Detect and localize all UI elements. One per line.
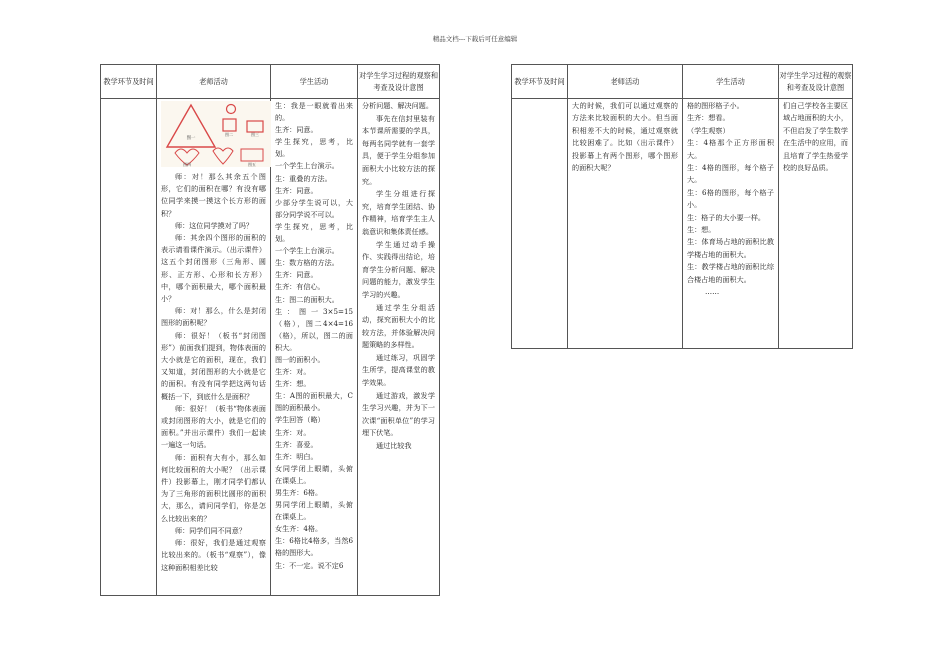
col-header-stage: 教学环节及时间 [512, 65, 568, 99]
observation-paragraph: 通过学生分组活动，探究面积大小的比较方法，并体验解决问题策略的多样性。 [362, 302, 435, 350]
teacher-paragraph: 师：很好！（板书“物体表面或封闭图形的大小，就是它们的面积。”并出示课件）我们一起读一遍这一句话。 [161, 403, 266, 450]
student-line: 生：4格那个正方形面积大。 [687, 138, 774, 160]
lesson-table-left [100, 64, 440, 596]
student-line: 生：图二的面积大。 [275, 294, 339, 304]
page-header-note: 精品文档---下载后可任意编辑 [432, 35, 518, 43]
student-line: 一个学生上台演示。 [275, 161, 339, 171]
col-header-observe: 对学生学习过程的观察和考查及设计意图 [358, 65, 440, 99]
observation-cell [358, 99, 440, 596]
student-line: 生：教学楼占地的面积比综合楼占地的面积大。 [687, 262, 774, 284]
student-line: 生齐：同意。 [275, 270, 318, 280]
teacher-paragraph: 师：对！那么其余五个图形，它们的面积在哪？有没有哪位同学来摸一摸这个长方形的面积？ [161, 172, 266, 218]
student-line: 生齐：想。 [275, 379, 311, 389]
stage-cell [101, 99, 157, 596]
observation-paragraph: 通过练习，巩固学生所学，提高课堂的教学效果。 [362, 352, 435, 388]
label-g5: 图五 [248, 162, 256, 167]
col-header-teacher: 老师活动 [568, 65, 683, 99]
teacher-paragraph: 师：面积有大有小，那么如何比较面积的大小呢？（出示课件）投影幕上，刚才同学们都认为了三角形的面积比圆形的面积大，那么，请问同学们，你是怎么比较出来的？ [161, 452, 266, 523]
teacher-paragraph: 师：其余四个图形的面积的表示请看课件演示。（出示课件）这五个封闭图形（三角形、圆形、正方形、心形和长方形）中，哪个面积最大，哪个面积最小？ [161, 233, 266, 304]
student-line: 学生回答（略） [275, 415, 325, 425]
student-line: 生：重叠的方法。 [275, 173, 332, 183]
student-line: 图一的面积小。 [275, 354, 325, 364]
col-header-stage: 教学环节及时间 [101, 65, 157, 99]
observation-paragraph: 通过比较我 [376, 441, 412, 451]
label-g1: 图一 [186, 136, 196, 141]
student-line: 生齐：想看。 [687, 113, 730, 123]
student-line: 生：A图的面积最大，C图的面积最小。 [275, 391, 353, 413]
student-line: 生：6格的图形，每个格子小。 [687, 187, 774, 210]
teacher-paragraph: 师：很好，我们是通过观察比较出来的。（板书“观察”），像这种面积相差比较 [161, 538, 266, 572]
student-line: 生齐：明白。 [275, 451, 318, 461]
student-line: 女生齐：4格。 [275, 524, 323, 534]
student-activity-cell [683, 99, 779, 349]
student-line: 生齐：同意。 [275, 185, 318, 195]
student-activity-cell [271, 99, 358, 596]
teacher-activity-cell [568, 99, 683, 349]
student-line: 一个学生上台演示。 [275, 246, 339, 256]
student-line: 生：4格的图形，每个格子大。 [687, 163, 774, 185]
teacher-paragraph: 大的时候，我们可以通过观察的方法来比较面积的大小。但当面积相差不大的时候，通过观察就比较困难了。比如（出示课件）投影幕上有两个图形，哪个图形的面积大呢？ [572, 101, 678, 173]
student-line: 生齐：对。 [275, 367, 311, 377]
student-line: 少部分学生说可以，大部分同学说不可以。 [275, 197, 353, 219]
lesson-table-right [511, 64, 853, 349]
observation-paragraph: 学生通过动手操作、实践得出结论，培育学生分析问题、解决问题的能力，激发学生学习的兴趣。 [362, 239, 435, 299]
col-header-observe: 对学生学习过程的观察和考查及设计意图 [779, 65, 853, 99]
student-line: …… [705, 287, 720, 297]
student-line: 生：格子的大小要一样。 [687, 212, 766, 222]
observation-paragraph: 通过游戏，激发学生学习兴趣，并为下一次课“面积单位”的学习埋下伏笔。 [362, 390, 435, 438]
teacher-paragraph: 师：同学们同不同意？ [175, 525, 246, 535]
col-header-student: 学生活动 [271, 65, 358, 99]
col-header-student: 学生活动 [683, 65, 779, 99]
student-line: 生齐：有信心。 [275, 282, 325, 292]
student-line: 女同学闭上眼睛，头俯在课桌上。 [275, 463, 353, 485]
student-line: 生：图一3×5=15（格），图二4×4=16（格），所以，图二的面积大。 [275, 306, 353, 352]
observation-paragraph: 事先在信封里装有本节课所需要的学具，每两名同学就有一套学具，便于学生分组参加面积大小比较方法的探究。 [362, 113, 435, 186]
teacher-paragraph: 师：这位同学摸对了吗？ [175, 220, 254, 230]
observation-cell [779, 99, 853, 349]
student-line: 男生齐：6格。 [275, 488, 323, 497]
teacher-paragraph: 师：对！那么，什么是封闭图形的面积呢？ [161, 306, 266, 328]
shapes-illustration [161, 101, 271, 167]
student-line: 生：不一定。说不定6 [275, 560, 344, 570]
student-line: 学生探究，思考，比划。 [275, 221, 353, 244]
label-g3: 图三 [251, 132, 259, 137]
student-line: 生齐：喜爱。 [275, 439, 318, 449]
col-header-teacher: 老师活动 [157, 65, 271, 99]
student-line: 生：我是一眼就看出来的。 [275, 101, 353, 123]
student-line: 格的图形格子小。 [687, 101, 744, 110]
student-line: 生齐：同意。 [275, 125, 318, 135]
label-g2: 图二 [225, 132, 233, 137]
student-line: 男同学闭上眼睛，头俯在课桌上。 [275, 500, 353, 522]
student-line: （学生观察） [687, 125, 730, 135]
observation-paragraph: 分析问题、解决问题。 [362, 101, 433, 110]
stage-cell [512, 99, 568, 349]
student-line: 生：数方格的方法。 [275, 258, 339, 268]
teacher-paragraph: 师：很好！（板书“封闭图形”）前面我们提到，物体表面的大小就是它的面积，现在，我们又知道，封闭图形的大小就是它的面积。有没有同学把这两句话概括一下，到底什么是面积？ [161, 330, 266, 401]
observation-paragraph: 们自己学校各主要区域占地面积的大小，不但启发了学生数学在生活中的应用，而且培育了学生热爱学校的良好品质。 [783, 101, 848, 173]
student-line: 生：想。 [687, 225, 716, 235]
label-g4: 图四 [183, 162, 191, 167]
student-line: 生齐：对。 [275, 427, 311, 437]
student-line: 学生探究，思考，比划。 [275, 137, 353, 159]
teacher-activity-cell [157, 99, 271, 596]
student-line: 生：体育场占地的面积比教学楼占地的面积大。 [687, 237, 774, 259]
student-line: 生：6格比4格多，当然6格的图形大。 [275, 536, 353, 558]
observation-paragraph: 学生分组进行探究，培育学生团结、协作精神，培育学生主人翁意识和集体责任感。 [362, 189, 435, 236]
